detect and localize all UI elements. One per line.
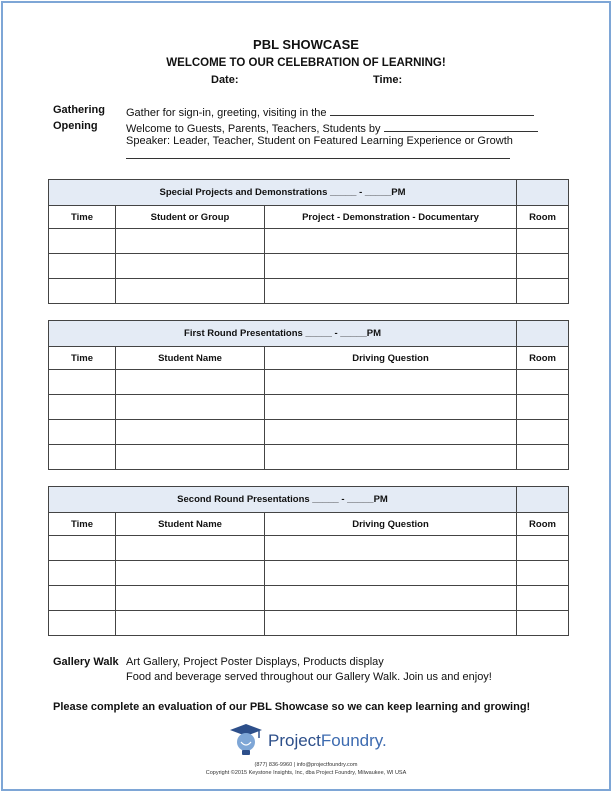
table-row [49,611,569,636]
table-heading: Special Projects and Demonstrations _____ - _____PM [49,180,517,206]
time-cell[interactable] [49,395,116,420]
column-header-question: Driving Question [265,513,517,536]
room-cell[interactable] [517,254,569,279]
time-cell[interactable] [49,254,116,279]
page-title: PBL SHOWCASE [253,37,359,52]
question-cell[interactable] [265,420,517,445]
project-cell[interactable] [265,229,517,254]
question-cell[interactable] [265,536,517,561]
opening-text: Welcome to Guests, Parents, Teachers, Students by [126,123,381,135]
table-heading-blank [517,487,569,513]
room-cell[interactable] [517,561,569,586]
evaluation-note: Please complete an evaluation of our PBL Showcase so we can keep learning and growing! [53,701,531,713]
table-heading: Second Round Presentations _____ - _____PM [49,487,517,513]
question-cell[interactable] [265,586,517,611]
gallery-walk-line1: Art Gallery, Project Poster Displays, Products display [126,656,384,668]
gathering-blank[interactable] [330,104,534,116]
time-cell[interactable] [49,445,116,470]
speaker-blank[interactable] [126,158,510,159]
time-cell[interactable] [49,229,116,254]
brand-logo-text [268,731,387,751]
table-row [49,586,569,611]
date-label: Date: [211,74,239,86]
time-cell[interactable] [49,611,116,636]
student-cell[interactable] [116,395,265,420]
table-row [49,279,569,304]
question-cell[interactable] [265,611,517,636]
room-cell[interactable] [517,536,569,561]
table-row [49,561,569,586]
table-row [49,370,569,395]
page-subtitle: WELCOME TO OUR CELEBRATION OF LEARNING! [166,57,446,69]
gathering-label: Gathering [53,104,105,116]
question-cell[interactable] [265,370,517,395]
student-cell[interactable] [116,536,265,561]
column-header-room: Room [517,206,569,229]
gathering-text: Gather for sign-in, greeting, visiting in the [126,107,327,119]
table-heading: First Round Presentations _____ - _____PM [49,321,517,347]
time-cell[interactable] [49,279,116,304]
room-cell[interactable] [517,395,569,420]
student-cell[interactable] [116,586,265,611]
column-header-room: Room [517,347,569,370]
student-cell[interactable] [116,611,265,636]
room-cell[interactable] [517,370,569,395]
column-header-student: Student Name [116,513,265,536]
student-cell[interactable] [116,279,265,304]
student-cell[interactable] [116,445,265,470]
copyright: Copyright ©2015 Keystone Insights, Inc, dba Project Foundry, Milwaukee, WI USA [205,770,407,776]
time-cell[interactable] [49,586,116,611]
column-header-time: Time [49,206,116,229]
first-round-table [48,320,569,470]
table-row [49,254,569,279]
student-cell[interactable] [116,561,265,586]
opening-line [126,120,538,135]
opening-label: Opening [53,120,98,132]
opening-blank[interactable] [384,120,538,132]
column-header-room: Room [517,513,569,536]
table-row [49,395,569,420]
column-header-student: Student Name [116,347,265,370]
column-header-time: Time [49,513,116,536]
room-cell[interactable] [517,611,569,636]
speaker-line: Speaker: Leader, Teacher, Student on Featured Learning Experience or Growth [126,135,513,147]
time-cell[interactable] [49,420,116,445]
column-header-question: Driving Question [265,347,517,370]
table-row [49,536,569,561]
student-cell[interactable] [116,420,265,445]
project-cell[interactable] [265,279,517,304]
table-row [49,229,569,254]
question-cell[interactable] [265,445,517,470]
student-cell[interactable] [116,229,265,254]
time-cell[interactable] [49,370,116,395]
gallery-walk-line2: Food and beverage served throughout our Gallery Walk. Join us and enjoy! [126,671,492,683]
student-cell[interactable] [116,254,265,279]
student-cell[interactable] [116,370,265,395]
column-header-project: Project - Demonstration - Documentary [265,206,517,229]
brand-foundry: Foundry. [320,731,387,750]
project-cell[interactable] [265,254,517,279]
question-cell[interactable] [265,395,517,420]
time-cell[interactable] [49,536,116,561]
room-cell[interactable] [517,420,569,445]
question-cell[interactable] [265,561,517,586]
table-row [49,445,569,470]
brand-project: Project [268,731,321,750]
time-cell[interactable] [49,561,116,586]
room-cell[interactable] [517,279,569,304]
gathering-line [126,104,534,119]
lightbulb-graduation-cap-icon [228,722,264,758]
table-row [49,420,569,445]
gallery-walk-label: Gallery Walk [53,656,119,668]
time-label: Time: [373,74,403,86]
room-cell[interactable] [517,229,569,254]
contact-info: (877) 836-9960 | info@projectfoundry.com [254,762,358,768]
special-projects-table [48,179,569,304]
table-heading-blank [517,180,569,206]
room-cell[interactable] [517,445,569,470]
column-header-student: Student or Group [116,206,265,229]
room-cell[interactable] [517,586,569,611]
column-header-time: Time [49,347,116,370]
second-round-table [48,486,569,636]
table-heading-blank [517,321,569,347]
